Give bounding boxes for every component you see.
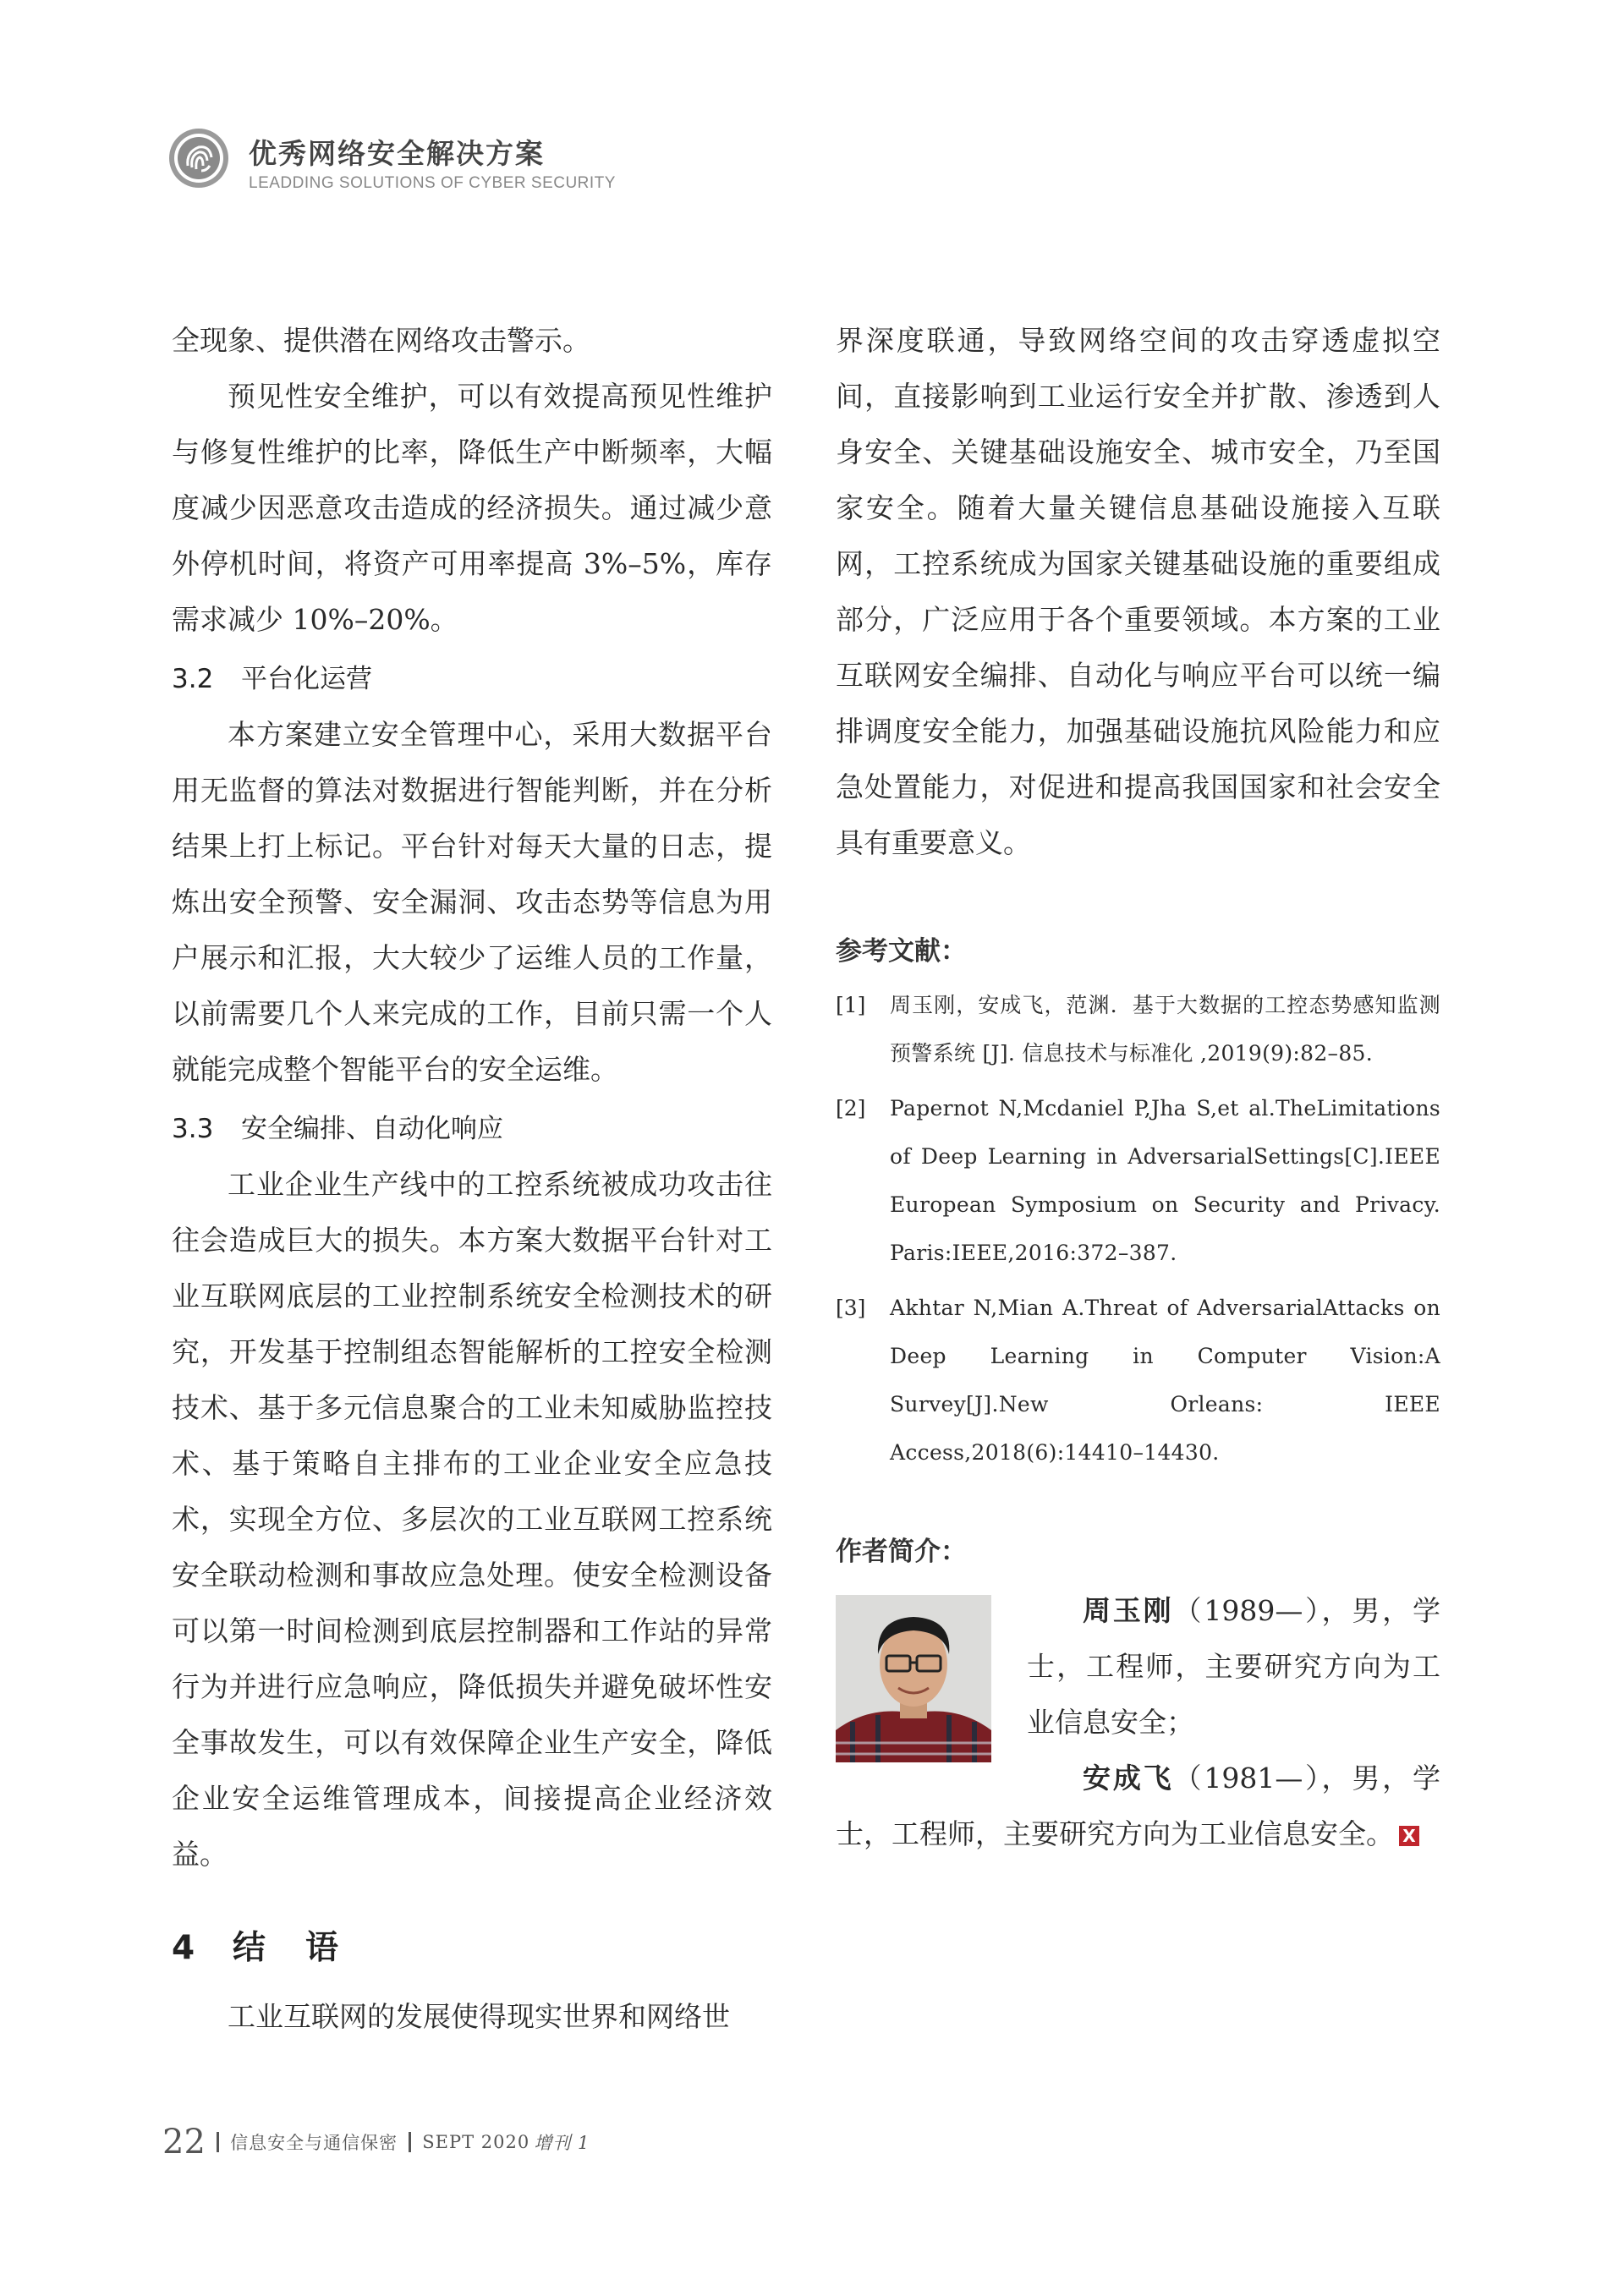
fingerprint-logo-icon (167, 127, 230, 189)
issue-label: 增刊 1 (534, 2133, 590, 2153)
author-bio (836, 1583, 1440, 1862)
references-heading: 参考文献： (836, 936, 967, 967)
section-heading-3-3 (172, 1101, 772, 1157)
section-heading-4 (172, 1908, 772, 1989)
right-column (836, 313, 1440, 1862)
section-heading-3-2 (172, 651, 772, 707)
paragraph: 本方案建立安全管理中心，采用大数据平台用无监督的算法对数据进行智能判断，并在分析结果上打上标记。平台针对每天大量的日志，提炼出安全预警、安全漏洞、攻击态势等信息为用户展示和汇报，大大较少了运维人员的工作量，以前需要几个人来完成的工作，目前只需一个人就能完成整个智能平台的安全运维。 (172, 718, 772, 1086)
left-column (172, 313, 772, 2045)
author-bio-heading: 作者简介： (836, 1537, 967, 1567)
reference-item (836, 1284, 1440, 1477)
footer-divider (409, 2132, 411, 2152)
page-number: 22 (162, 2123, 206, 2162)
paragraph: 工业企业生产线中的工控系统被成功攻击往往会造成巨大的损失。本方案大数据平台针对工业互联网底层的工业控制系统安全检测技术的研究，开发基于控制组态智能解析的工控安全检测技术、基于多元信息聚合的工业未知威胁监控技术、基于策略自主排布的工业企业安全应急技术，实现全方位、多层次的工业互联网工控系统安全联动检测和事故应急处理。使安全检测设备可以第一时间检测到底层控制器和工作站的异常行为并进行应急响应，降低损失并避免破坏性安全事故发生，可以有效保障企业生产安全，降低企业安全运维管理成本，间接提高企业经济效益。 (172, 1168, 772, 1871)
reference-number: [2] (836, 1096, 866, 1121)
reference-item (836, 1084, 1440, 1277)
author-1-name: 周玉刚 (1083, 1594, 1174, 1627)
section-title: 安全编排、自动化响应 (241, 1114, 503, 1144)
section-title-char: 结 (233, 1929, 266, 1967)
author-2-bio (836, 1751, 1440, 1862)
author-photo-icon (836, 1595, 991, 1762)
journal-name: 信息安全与通信保密 (230, 2133, 398, 2153)
author-2-info: （1981—），男，学士，工程师，主要研究方向为工业信息安全。 (836, 1762, 1441, 1850)
end-mark-icon: X (1399, 1826, 1419, 1846)
issue-date: SEPT 2020 (422, 2132, 530, 2152)
paragraph: 全现象、提供潜在网络攻击警示。 (172, 324, 590, 357)
paragraph: 工业互联网的发展使得现实世界和网络世 (228, 2000, 730, 2033)
reference-text: Papernot N,Mcdaniel P,Jha S,et al.TheLimitations of Deep Learning in AdversarialSettings[C].IEEE European Symposium on Security and Privacy. Paris:IEEE,2016:372–387. (890, 1096, 1440, 1265)
header-subtitle: LEADDING SOLUTIONS OF CYBER SECURITY (249, 174, 616, 192)
reference-text: 周玉刚，安成飞，范渊．基于大数据的工控态势感知监测预警系统 [J]. 信息技术与标准化 ,2019(9):82–85. (890, 993, 1440, 1066)
header-title: 优秀网络安全解决方案 (249, 137, 545, 170)
section-title: 平台化运营 (241, 664, 372, 694)
reference-number: [1] (836, 993, 866, 1017)
paragraph: 预见性安全维护，可以有效提高预见性维护与修复性维护的比率，降低生产中断频率，大幅度减少因恶意攻击造成的经济损失。通过减少意外停机时间，将资产可用率提高 3%–5%，库存需求减少 10%–20%。 (172, 380, 772, 636)
page-footer (162, 2123, 590, 2162)
reference-item (836, 981, 1440, 1077)
author-photo (836, 1595, 991, 1762)
footer-divider (217, 2132, 219, 2152)
section-number: 3.3 (172, 1114, 214, 1144)
section-title-char: 语 (305, 1929, 339, 1967)
reference-number: [3] (836, 1296, 866, 1320)
author-2-name: 安成飞 (1083, 1762, 1174, 1795)
section-number: 4 (172, 1929, 195, 1967)
paragraph: 界深度联通，导致网络空间的攻击穿透虚拟空间，直接影响到工业运行安全并扩散、渗透到人身安全、关键基础设施安全、城市安全，乃至国家安全。随着大量关键信息基础设施接入互联网，工控系统成为国家关键基础设施的重要组成部分，广泛应用于各个重要领域。本方案的工业互联网安全编排、自动化与响应平台可以统一编排调度安全能力，加强基础设施抗风险能力和应急处置能力，对促进和提高我国国家和社会安全具有重要意义。 (836, 324, 1440, 859)
reference-text: Akhtar N,Mian A.Threat of AdversarialAttacks on Deep Learning in Computer Vision:A Survey[J].New Orleans: IEEE Access,2018(6):14410–14430. (890, 1296, 1440, 1465)
section-number: 3.2 (172, 664, 214, 694)
author-1-info: （1989—），男，学士，工程师，主要研究方向为工业信息安全； (1027, 1594, 1441, 1739)
